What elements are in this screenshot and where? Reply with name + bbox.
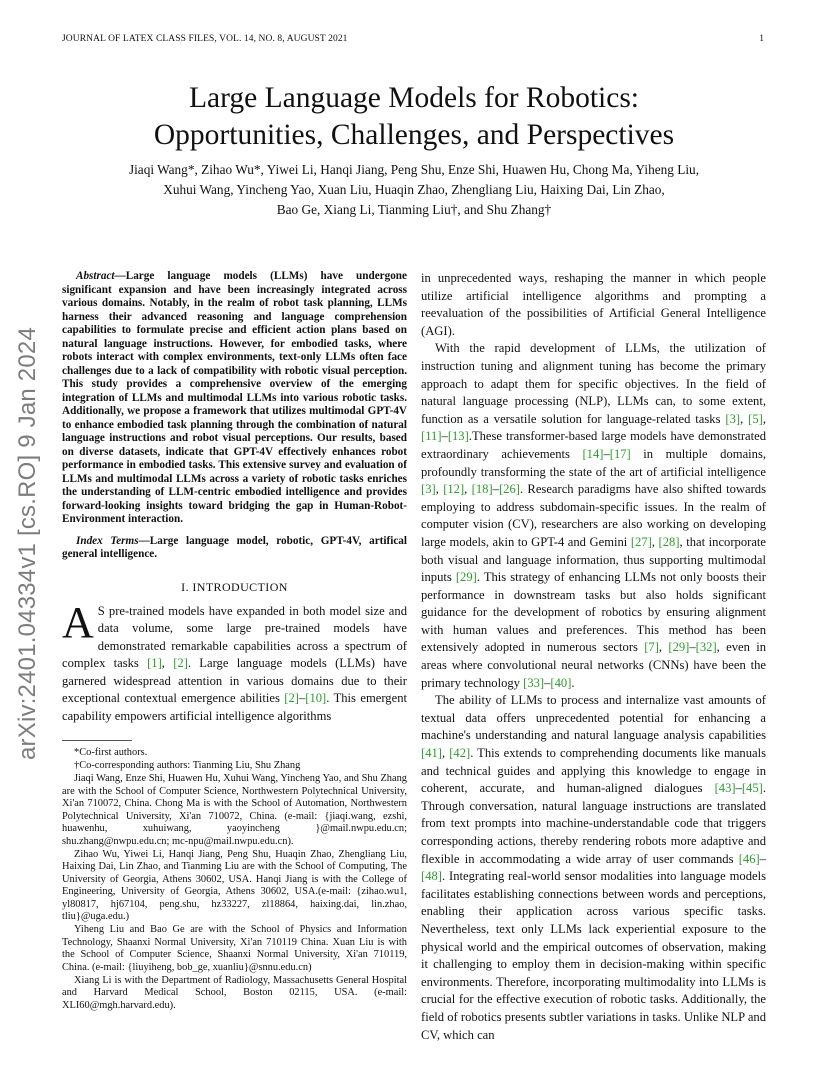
footnote-cofirst: *Co-first authors.	[74, 746, 148, 758]
authors-line-2: Xuhui Wang, Yincheng Yao, Xuan Liu, Huaqin Zhao, Zhengliang Liu, Haixing Dai, Lin Zhao,	[163, 182, 665, 197]
abstract	[62, 270, 407, 527]
index-terms	[62, 535, 407, 562]
citation-link[interactable]: [26]	[498, 482, 520, 497]
author-list	[62, 160, 766, 220]
text-run: The ability of LLMs to process and internalize vast amounts of textual data offers unprecedented potential for enhancing a machine's understanding and natural language analysis capabilities	[421, 693, 766, 743]
citation-link[interactable]: [46]	[738, 851, 760, 866]
citation-link[interactable]: [29]	[668, 640, 690, 655]
citation-link[interactable]: [48]	[421, 869, 442, 884]
text-run: in multiple domains, profoundly transforming the state of the art of artificial intelligence	[421, 446, 767, 479]
citation-link[interactable]: [17]	[609, 446, 631, 461]
citation-link[interactable]: [12]	[443, 482, 465, 497]
text-run: . Through conversation, natural language instructions are translated from text prompts into machine-understandable code that triggers corresponding actions, thereby rendering robots more adaptive and flexible in accommodating a wide array of user commands	[421, 781, 766, 866]
text-run: –	[441, 429, 448, 444]
section-heading-introduction: I. INTRODUCTION	[181, 579, 288, 594]
citation-link[interactable]: [10]	[305, 691, 327, 706]
citation-link[interactable]: [7]	[644, 640, 659, 655]
text-run: ,	[435, 482, 444, 497]
text-run: , even in areas where convolutional neural networks (CNNs) have been the primary technology	[421, 640, 767, 690]
text-run: ,	[762, 411, 767, 426]
authors-line-3: Bao Ge, Xiang Li, Tianming Liu†, and Shu Zhang†	[276, 202, 552, 217]
citation-link[interactable]: [3]	[421, 482, 436, 497]
text-run: –	[492, 482, 499, 497]
text-run: ,	[651, 534, 659, 549]
citation-link[interactable]: [43]	[714, 781, 736, 796]
citation-link[interactable]: [13]	[447, 429, 469, 444]
citation-link[interactable]: [14]	[582, 446, 604, 461]
text-run: . This strategy of enhancing LLMs not only boosts their performance in downstream tasks but also holds significant guidance for the development of robotics by ensuring alignment with human values and preferences. This method has been extensively adopted in numerous sectors	[421, 570, 766, 655]
text-run: . Integrating real-world sensor modalities into language models facilitates establishing connections between words and perceptions, enabling their application across various specific tasks. Nevertheless, text only LLMs lack experiential exposure to the physical world and the empirical outcomes of observation, making it challenging to employ them in decision-making within specific environments. Therefore, incorporating multimodality into LLMs is crucial for the effective execution of robotic tasks. Additionally, the field of robotics presents subtler variations in tasks. Unlike NLP and CV, which can	[421, 869, 766, 1042]
citation-link[interactable]: [29]	[455, 570, 477, 585]
abstract-text: —Large language models (LLMs) have undergone significant expansion and have been increasingly integrated across various domains. Notably, in the realm of robot task planning, LLMs harness their advanced reasoning and language comprehension capabilities to formulate precise and efficient action plans based on natural language instructions. However, for embodied tasks, where robots interact with complex environments, text-only LLMs often face challenges due to a lack of compatibility with robotic visual perception. This study provides a comprehensive overview of the emerging integration of LLMs and multimodal LLMs into various robotic tasks. Additionally, we propose a framework that utilizes multimodal GPT-4V to enhance embodied task planning through the combination of natural language instructions and robot visual perceptions. Our results, based on diverse datasets, indicate that GPT-4V effectively enhances robot performance in embodied tasks. This extensive survey and evaluation of LLMs and multimodal LLMs across a variety of robotic tasks enriches the understanding of LLM-centric embodied intelligence and provides forward-looking insights toward bridging the gap in Human-Robot-Environment interaction.	[62, 270, 407, 525]
footnote-affiliation-uga: Zihao Wu, Yiwei Li, Hanqi Jiang, Peng Shu, Huaqin Zhao, Zhengliang Liu, Haixing Dai, Lin Zhao, and Tianming Liu are with the School of Computing, The University of Georgia, Athens 30602, USA. Hanqi Jiang is with the College of Engineering, University of Georgia, Athens 30602, USA.(e-mail: {zihao.wu1, yl80817, hj67104, peng.shu, hz33227, zl18864, haixing.dai, lin.zhao, tliu}@uga.edu.)	[62, 848, 407, 922]
citation-link[interactable]: [27]	[630, 534, 652, 549]
arxiv-stamp: arXiv:2401.04334v1 [cs.RO] 9 Jan 2024	[14, 326, 41, 760]
page-number: 1	[759, 34, 764, 44]
footnote-corresponding: †Co-corresponding authors: Tianming Liu, Shu Zhang	[74, 760, 301, 772]
text-run: –	[298, 691, 306, 706]
citation-link[interactable]: [3]	[725, 411, 741, 426]
text-run: . This extends to comprehending documents like manuals and technical guides and applying this knowledge to engage in coherent, accurate, and human-aligned dialogues	[421, 746, 766, 796]
text-run: ,	[441, 746, 450, 761]
authors-line-1: Jiaqi Wang*, Zihao Wu*, Yiwei Li, Hanqi Jiang, Peng Shu, Enze Shi, Huawen Hu, Chong Ma, Yiheng Liu,	[128, 162, 700, 177]
right-column	[421, 270, 766, 1044]
drop-cap: A	[62, 597, 94, 647]
index-terms-text: —Large language model, robotic, GPT-4V, artifical general intelligence.	[62, 534, 407, 560]
abstract-label: Abstract	[76, 270, 115, 282]
citation-link[interactable]: [18]	[471, 482, 493, 497]
footnote-affiliation-nwpu: Jiaqi Wang, Enze Shi, Huawen Hu, Xuhui Wang, Yincheng Yao, and Shu Zhang are with the School of Computer Science, Northwestern Polytechnical University, Xi'an 710072, China. Chong Ma is with the School of Automation, Northwestern Polytechnical University, Xi'an 710072, China. (e-mail: {jiaqi.wang, ezshi, huawenhu, xuhuiwang, yaoyincheng }@mail.nwpu.edu.cn; shu.zhang@nwpu.edu.cn; mc-npu@mail.nwpu.edu.cn).	[62, 773, 407, 847]
running-header: JOURNAL OF LATEX CLASS FILES, VOL. 14, NO. 8, AUGUST 2021	[62, 34, 348, 44]
text-run: –	[689, 640, 696, 655]
citation-link[interactable]: [40]	[550, 675, 572, 690]
citation-link[interactable]: [45]	[741, 781, 763, 796]
citation-link[interactable]: [11]	[421, 429, 442, 444]
text-run: With the rapid development of LLMs, the utilization of instruction tuning and alignment tuning has become the primary approach to adapt them for specific objectives. In the field of natural language processing (NLP), LLMs can, to some extent, function as a versatile solution for language-related tasks	[421, 341, 766, 426]
citation-link[interactable]: [2]	[284, 691, 299, 706]
paper-title	[62, 80, 766, 154]
text-run: .	[571, 675, 575, 690]
citation-link[interactable]: [42]	[449, 746, 471, 761]
footnote-rule	[62, 740, 132, 741]
text-run: –	[603, 446, 610, 461]
citation-link[interactable]: [2]	[173, 656, 188, 671]
text-run: ,	[740, 411, 749, 426]
intro-paragraph-3	[421, 692, 766, 1044]
title-line-1: Large Language Models for Robotics:	[188, 82, 640, 114]
citation-link[interactable]: [28]	[658, 534, 680, 549]
citation-link[interactable]: [32]	[695, 640, 717, 655]
text-run: . This emergent capability empowers artificial intelligence algorithms	[62, 691, 407, 724]
text-run: –	[544, 675, 551, 690]
intro-paragraph-continued: in unprecedented ways, reshaping the manner in which people utilize artificial intelligence algorithms and prompting a reevaluation of the possibilities of Artificial General Intelligence (AGI).	[421, 271, 766, 338]
intro-paragraph-2	[421, 340, 766, 692]
citation-link[interactable]: [5]	[748, 411, 763, 426]
text-run: ,	[161, 656, 174, 671]
footnote-affiliation-mgh: Xiang Li is with the Department of Radiology, Massachusetts General Hospital and Harvard Medical School, Boston 02115, USA. (e-mail: XLI60@mgh.harvard.edu).	[62, 974, 407, 1011]
text-run: –	[759, 851, 766, 866]
index-terms-label: Index Terms	[76, 534, 139, 547]
left-column	[62, 270, 407, 1012]
text-run: ,	[464, 482, 472, 497]
intro-paragraph-1	[62, 597, 407, 726]
footnote-affiliation-snnu: Yiheng Liu and Bao Ge are with the School of Physics and Information Technology, Shaanxi Normal University, Xi'an 710119 China. Xuan Liu is with the School of Computer Science, Shaanxi Normal University, Xi'an 710119, China. (e-mail: {liuyiheng, bob_ge, xuanliu}@snnu.edu.cn)	[62, 924, 407, 973]
text-run: ,	[658, 640, 669, 655]
text-run: –	[735, 781, 742, 796]
text-run: . Large language models (LLMs) have garnered widespread attention in various domains due to their exceptional contextual emergence abilities	[62, 656, 407, 706]
title-line-2: Opportunities, Challenges, and Perspectives	[153, 119, 675, 151]
citation-link[interactable]: [41]	[421, 746, 442, 761]
text-run: .These transformer-based large models have demonstrated extraordinary achievements	[421, 429, 766, 461]
citation-link[interactable]: [33]	[523, 675, 545, 690]
citation-link[interactable]: [1]	[147, 656, 162, 671]
text-run: . Research paradigms have also shifted towards employing to address subdomain-specific issues. In the realm of computer vision (CV), researchers are also working on developing large models, akin to GPT-4 and Gemini	[421, 482, 767, 549]
text-run: S pre-trained models have expanded in both model size and data volume, some large pre-trained models have demonstrated remarkable capabilities across a spectrum of complex tasks	[62, 603, 407, 671]
text-run: , that incorporate both visual and language information, thus supporting multimodal inputs	[421, 534, 766, 585]
